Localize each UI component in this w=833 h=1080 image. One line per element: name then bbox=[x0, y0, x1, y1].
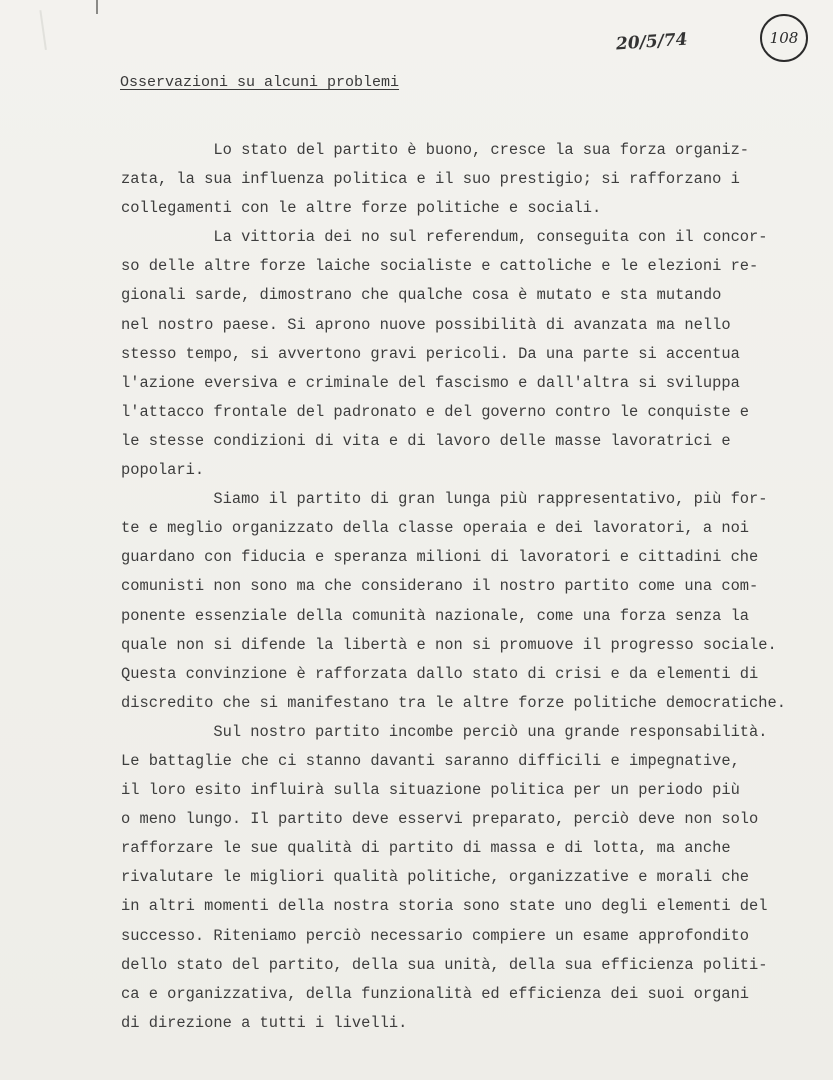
text-line: nel nostro paese. Si aprono nuove possibilità di avanzata ma nello bbox=[121, 315, 731, 334]
text-line: ponente essenziale della comunità nazionale, come una forza senza la bbox=[121, 606, 750, 625]
text-line: rafforzare le sue qualità di partito di massa e di lotta, ma anche bbox=[121, 839, 731, 858]
text-line: gionali sarde, dimostrano che qualche cosa è mutato e sta mutando bbox=[121, 286, 722, 305]
text-line: rivalutare le migliori qualità politiche, organizzative e morali che bbox=[121, 868, 750, 887]
text-line: le stesse condizioni di vita e di lavoro delle masse lavoratrici e bbox=[121, 431, 731, 450]
text-line: guardano con fiducia e speranza milioni di lavoratori e cittadini che bbox=[121, 548, 759, 567]
text-line: discredito che si manifestano tra le altre forze politiche democratiche. bbox=[121, 693, 786, 712]
text-line: l'azione eversiva e criminale del fascismo e dall'altra si sviluppa bbox=[121, 373, 740, 392]
text-line: di direzione a tutti i livelli. bbox=[121, 1013, 408, 1032]
text-line: Sul nostro partito incombe perciò una grande responsabilità. bbox=[121, 722, 768, 741]
page-number: 108 bbox=[769, 29, 799, 47]
text-line: o meno lungo. Il partito deve esservi preparato, perciò deve non solo bbox=[121, 810, 759, 829]
text-line: quale non si difende la libertà e non si promuove il progresso sociale. bbox=[121, 635, 777, 654]
faint-stamp-mark bbox=[39, 6, 76, 50]
body-text bbox=[121, 136, 833, 1038]
text-line: Siamo il partito di gran lunga più rappresentativo, più for- bbox=[121, 490, 768, 509]
text-line: comunisti non sono ma che considerano il nostro partito come una com- bbox=[121, 577, 759, 596]
text-line: stesso tempo, si avvertono gravi pericoli. Da una parte si accentua bbox=[121, 344, 740, 363]
text-line: te e meglio organizzato della classe operaia e dei lavoratori, a noi bbox=[121, 519, 750, 538]
text-line: ca e organizzativa, della funzionalità ed efficienza dei suoi organi bbox=[121, 984, 750, 1003]
text-line: successo. Riteniamo perciò necessario compiere un esame approfondito bbox=[121, 926, 750, 945]
binder-mark bbox=[96, 0, 98, 14]
text-line: Le battaglie che ci stanno davanti saranno difficili e impegnative, bbox=[121, 751, 740, 770]
text-line: La vittoria dei no sul referendum, conseguita con il concor- bbox=[121, 228, 768, 247]
text-line: Lo stato del partito è buono, cresce la sua forza organiz- bbox=[121, 141, 750, 159]
text-line: Questa convinzione è rafforzata dallo stato di crisi e da elementi di bbox=[121, 664, 759, 683]
page-number-circle bbox=[760, 14, 808, 62]
text-line: popolari. bbox=[121, 461, 205, 480]
text-line: collegamenti con le altre forze politiche e sociali. bbox=[121, 199, 602, 218]
text-line: in altri momenti della nostra storia sono state uno degli elementi del bbox=[121, 897, 768, 916]
text-line: l'attacco frontale del padronato e del governo contro le conquiste e bbox=[121, 402, 750, 421]
text-line: dello stato del partito, della sua unità, della sua efficienza politi- bbox=[121, 955, 768, 974]
text-line: zata, la sua influenza politica e il suo prestigio; si rafforzano i bbox=[121, 170, 740, 189]
text-line: so delle altre forze laiche socialiste e cattoliche e le elezioni re- bbox=[121, 257, 759, 276]
document-title: Osservazioni su alcuni problemi bbox=[120, 74, 400, 91]
date-annotation: 20/5/74 bbox=[615, 29, 689, 55]
text-line: il loro esito influirà sulla situazione politica per un periodo più bbox=[121, 781, 740, 800]
